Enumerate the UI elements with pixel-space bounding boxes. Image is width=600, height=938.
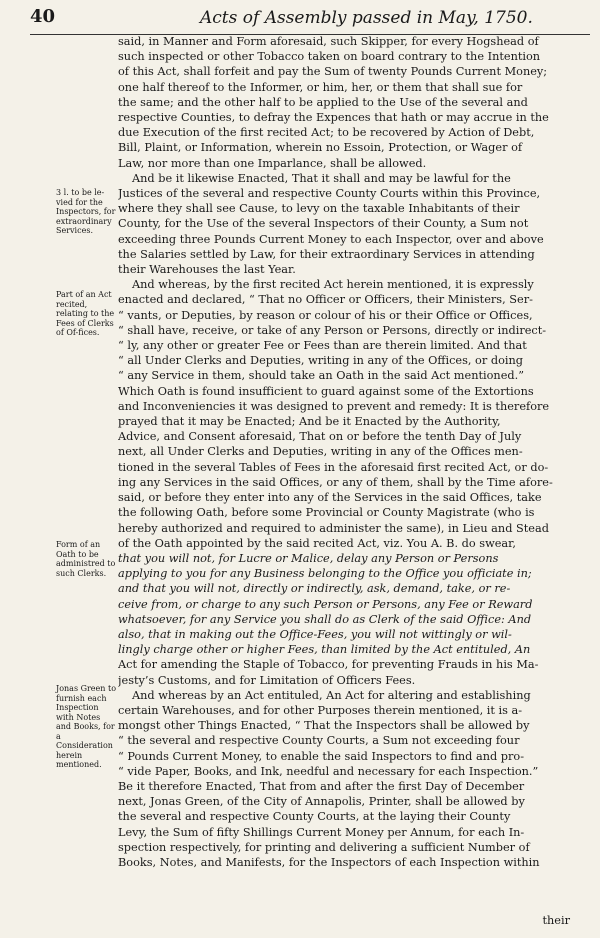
text-line: Act for amending the Staple of Tobacco, for preventing Frauds in his Ma-	[118, 658, 539, 672]
text-line: also, that in making out the Office-Fees, you will not wittingly or wil-	[118, 627, 512, 641]
text-line: and Inconveniencies it was designed to prevent and remedy: It is therefore	[118, 399, 550, 413]
text-line: Law, nor more than one Imparlance, shall be allowed.	[118, 156, 427, 170]
text-line: County, for the Use of the several Inspectors of their County, a Sum not	[118, 217, 529, 231]
page-number: 40	[30, 6, 56, 27]
text-line: And be it likewise Enacted, That it shall and may be lawful for the	[132, 171, 511, 185]
body-text	[118, 34, 572, 870]
text-line: jesty’s Customs, and for Limitation of Officers Fees.	[118, 673, 416, 687]
catchword: their	[542, 914, 570, 927]
sidenote-oath: Form of an Oath to be administred to such Clerks.	[56, 540, 116, 578]
text-line: “ vants, or Deputies, by reason or colour of his or their Office or Offices,	[118, 308, 533, 322]
sidenote-clerks-fees: Part of an Act recited, relating to the Fees of Clerks of Of-fices.	[56, 290, 115, 337]
text-line: due Execution of the first recited Act; to be recovered by Action of Debt,	[118, 126, 535, 140]
text-line: “ vide Paper, Books, and Ink, needful and necessary for each Inspection.”	[118, 764, 539, 778]
text-line: Advice, and Consent aforesaid, That on or before the tenth Day of July	[118, 430, 522, 444]
text-line: “ any Service in them, should take an Oath in the said Act mentioned.”	[118, 369, 524, 383]
text-line: ceive from, or charge to any such Person or Persons, any Fee or Reward	[118, 597, 533, 611]
text-line: And whereas, by the first recited Act herein mentioned, it is expressly	[132, 278, 534, 292]
text-line: Which Oath is found insufficient to guard against some of the Extortions	[118, 384, 534, 398]
text-line: respective Counties, to defray the Expences that hath or may accrue in the	[118, 111, 549, 125]
text-line: such inspected or other Tobacco taken on board contrary to the Intention	[118, 50, 541, 64]
sidenote-jonas-green: Jonas Green to furnish each Inspection with Notes and Books, for a Consideration herein mentioned.	[56, 684, 117, 769]
text-line: said, in Manner and Form aforesaid, such Skipper, for every Hogshead of	[118, 35, 539, 48]
text-line: spection respectively, for printing and delivering a sufficient Number of	[118, 840, 530, 854]
text-line: tioned in the several Tables of Fees in the aforesaid first recited Act, or do-	[118, 460, 549, 474]
text-line: and that you will not, directly or indirectly, ask, demand, take, or re-	[118, 582, 511, 596]
text-line: ing any Services in the said Offices, or any of them, shall by the Time afore-	[118, 475, 553, 489]
text-line: Bill, Plaint, or Information, wherein no Essoin, Protection, or Wager of	[118, 141, 523, 155]
text-line: that you will not, for Lucre or Malice, delay any Person or Persons	[118, 551, 499, 565]
text-line: applying to you for any Business belonging to the Office you officiate in;	[118, 567, 532, 581]
text-line: the following Oath, before some Provincial or County Magistrate (who is	[118, 506, 535, 520]
text-line: the several and respective County Courts, at the laying their County	[118, 810, 511, 824]
text-line: prayed that it may be Enacted; And be it Enacted by the Authority,	[118, 415, 501, 429]
text-line: next, Jonas Green, of the City of Annapolis, Printer, shall be allowed by	[118, 795, 525, 809]
text-line: “ Pounds Current Money, to enable the said Inspectors to find and pro-	[118, 749, 525, 763]
text-line: where they shall see Cause, to levy on the taxable Inhabitants of their	[118, 202, 520, 216]
text-line: of the Oath appointed by the said recited Act, viz. You A. B. do swear,	[118, 536, 516, 550]
text-line: the Salaries settled by Law, for their extraordinary Services in attending	[118, 247, 535, 261]
running-title: Acts of Assembly passed in May, 1750.	[200, 8, 533, 28]
text-line: certain Warehouses, and for other Purposes therein mentioned, it is a-	[118, 703, 523, 717]
text-line: “ all Under Clerks and Deputies, writing in any of the Offices, or doing	[118, 354, 524, 368]
text-line: mongst other Things Enacted, “ That the Inspectors shall be allowed by	[118, 719, 530, 733]
text-line: Books, Notes, and Manifests, for the Inspectors of each Inspection within	[118, 855, 540, 869]
text-line: Be it therefore Enacted, That from and after the first Day of December	[118, 779, 525, 793]
text-line: said, or before they enter into any of the Services in the said Offices, take	[118, 491, 542, 505]
text-line: Justices of the several and respective County Courts within this Province,	[118, 187, 541, 201]
running-head	[30, 4, 590, 35]
text-line: Levy, the Sum of fifty Shillings Current Money per Annum, for each In-	[118, 825, 525, 839]
text-line: “ ly, any other or greater Fee or Fees than are therein limited. And that	[118, 339, 527, 353]
sidenote-inspectors-levy: 3 l. to be le-vied for the Inspectors, for extraordinary Services.	[56, 188, 116, 235]
text-line: “ the several and respective County Courts, a Sum not exceeding four	[118, 734, 520, 748]
text-line: And whereas by an Act entituled, An Act for altering and establishing	[132, 688, 531, 702]
text-line: exceeding three Pounds Current Money to each Inspector, over and above	[118, 232, 544, 246]
text-line: next, all Under Clerks and Deputies, writing in any of the Offices men-	[118, 445, 523, 459]
text-line: “ shall have, receive, or take of any Person or Persons, directly or indirect-	[118, 323, 547, 337]
text-line: whatsoever, for any Service you shall do as Clerk of the said Office: And	[118, 612, 532, 626]
text-line: of this Act, shall forfeit and pay the Sum of twenty Pounds Current Money;	[118, 65, 548, 79]
text-line: their Warehouses the last Year.	[118, 263, 296, 277]
text-line: lingly charge other or higher Fees, than limited by the Act entituled, An	[118, 643, 531, 657]
text-line: the same; and the other half to be applied to the Use of the several and	[118, 95, 528, 109]
text-line: one half thereof to the Informer, or him, her, or them that shall sue for	[118, 80, 523, 94]
text-line: enacted and declared, “ That no Officer or Officers, their Ministers, Ser-	[118, 293, 533, 307]
text-line: hereby authorized and required to administer the same), in Lieu and Stead	[118, 521, 549, 535]
